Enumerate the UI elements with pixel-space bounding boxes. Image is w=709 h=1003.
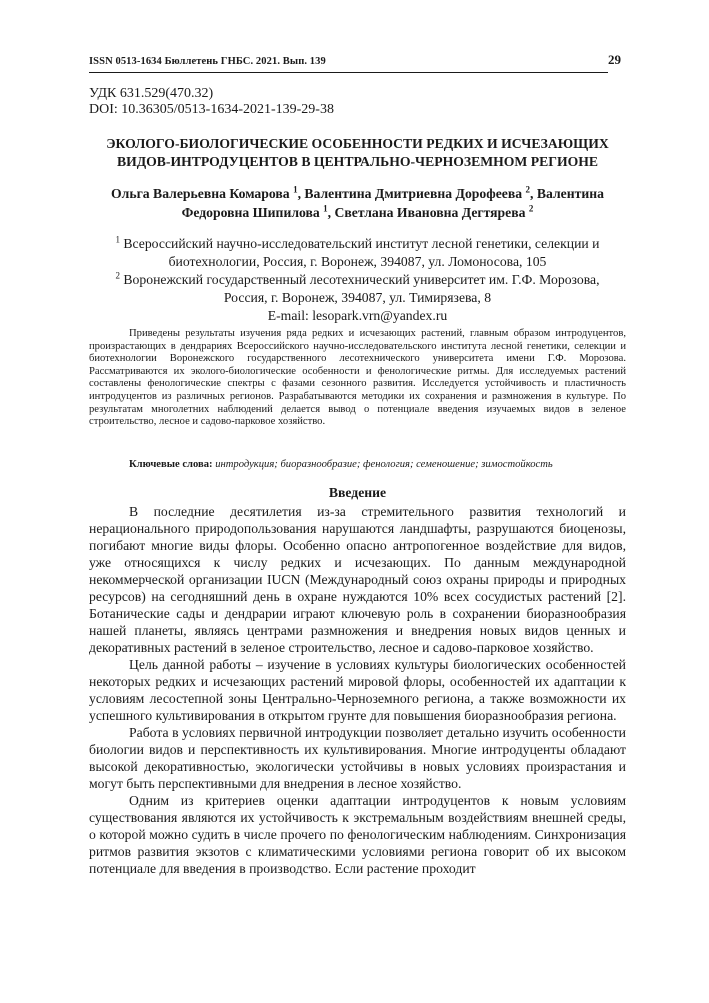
page-number: 29 bbox=[608, 52, 621, 67]
affiliation-text: Воронежский государственный лесотехнический университет им. Г.Ф. Морозова, bbox=[123, 272, 600, 287]
body-paragraph: Одним из критериев оценки адаптации интродуцентов к новым условиям существования являются их устойчивость к экстремальным воздействиям внешней среды, о которой можно судить в числе прочего по фенологическим наблюдениям. Синхронизация ритмов развития экзотов с климатическими условиями региона говорит об их высоком потенциале для введения в производство. Если растение проходит bbox=[89, 793, 626, 876]
author-affiliation-ref: 2 bbox=[528, 203, 534, 214]
body-paragraph: Работа в условиях первичной интродукции позволяет детально изучить особенности биологии видов и перспективность их культивирования. Многие интродуценты обладают высокой декоративностью, экологически устойчивы в новых условиях произрастания и могут быть перспективными для внедрения в лесное хозяйство. bbox=[89, 725, 626, 791]
title-line: ВИДОВ-ИНТРОДУЦЕНТОВ В ЦЕНТРАЛЬНО-ЧЕРНОЗЕМНОМ РЕГИОНЕ bbox=[116, 154, 599, 169]
affiliation-number: 1 bbox=[115, 234, 120, 245]
keywords bbox=[129, 458, 626, 471]
author-affiliation-ref: 1 bbox=[293, 184, 298, 195]
doi: DOI: 10.36305/0513-1634-2021-139-29-38 bbox=[89, 102, 334, 117]
body-paragraph: Цель данной работы – изучение в условиях культуры биологических особенностей некоторых редких и исчезающих растений мировой флоры, особенностей их адаптации к условиям лесостепной зоны Центрально-Черноземного региона, а также возможности их успешного культивирования в открытом грунте для повышения биоразнообразия региона. bbox=[89, 657, 626, 723]
affiliations bbox=[89, 235, 626, 325]
keywords-label: Ключевые слова: bbox=[129, 459, 213, 470]
affiliation-2 bbox=[89, 271, 626, 289]
affiliation-text: Всероссийский научно-исследовательский институт лесной генетики, селекции и bbox=[123, 236, 600, 251]
journal-citation: ISSN 0513-1634 Бюллетень ГНБС. 2021. Вып. 139 bbox=[89, 56, 326, 67]
author-affiliation-ref: 2 bbox=[525, 184, 531, 195]
author-name: Светлана Ивановна Дегтярева bbox=[334, 205, 526, 220]
body-paragraph: В последние десятилетия из-за стремительного развития технологий и нерационального природопользования нарушаются ландшафты, разрушаются биоценозы, погибают многие виды флоры. Особенно опасно антропогенное воздействие для видов, уже относящихся к числу редких и исчезающих. По данным международной некоммерческой организации IUCN (Международный союз охраны природы и природных ресурсов) на сегодняшний день в охране нуждаются 10% всех сосудистых растений [2]. Ботанические сады и дендрарии играют ключевую роль в сохранении биоразнообразия нашей планеты, являясь центрами размножения и внедрения новых видов ценных и декоративных растений в зеленое строительство, лесное и садово-парковое хозяйство. bbox=[89, 504, 626, 655]
udc-code: УДК 631.529(470.32) bbox=[89, 86, 214, 101]
affiliation-text: биотехнологии, Россия, г. Воронеж, 394087, ул. Ломоносова, 105 bbox=[168, 254, 547, 269]
author-affiliation-ref: 1 bbox=[323, 203, 328, 214]
keywords-values: интродукция; биоразнообразие; фенология; семеношение; зимостойкость bbox=[215, 459, 553, 470]
header-rule bbox=[89, 72, 608, 73]
author-name: Валентина Федоровна Шипилова bbox=[181, 186, 604, 220]
article-title bbox=[89, 135, 626, 171]
title-line: ЭКОЛОГО-БИОЛОГИЧЕСКИЕ ОСОБЕННОСТИ РЕДКИХ И ИСЧЕЗАЮЩИХ bbox=[106, 136, 609, 151]
section-body bbox=[89, 503, 626, 877]
affiliation-number: 2 bbox=[115, 270, 120, 281]
article-meta bbox=[89, 86, 334, 118]
author-name: Валентина Дмитриевна Дорофеева bbox=[304, 186, 523, 201]
affiliation-text: Россия, г. Воронеж, 394087, ул. Тимирязева, 8 bbox=[223, 290, 492, 305]
author-name: Ольга Валерьевна Комарова bbox=[111, 186, 290, 201]
abstract: Приведены результаты изучения ряда редких и исчезающих растений, главным образом интродуцентов, произрастающих в дендрариях Всероссийского научно-исследовательского института лесной генетики, селекции и биотехнологии Воронежского государственного лесотехнического университета имени Г.Ф. Морозова. Рассматриваются их эколого-биологические особенности и фенологические ритмы. Для исследуемых растений составлены фенологические спектры с фазами сезонного развития. Исследуется устойчивость и пластичность интродуцентов из различных регионов. Разрабатываются методики их сохранения и размножения в культуре. По результатам многолетних наблюдений делается вывод о потенциале введения изучаемых видов в зеленое строительство, лесное и садово-парковое хозяйство. bbox=[89, 328, 626, 428]
affiliation-1 bbox=[89, 235, 626, 253]
section-heading: Введение bbox=[328, 485, 387, 500]
author-list: Ольга Валерьевна Комарова $^1$, Валентина Дмитриевна Дорофеева $^2$, Валентина Федоровна Шипилова $^1$, Светлана Ивановна Дегтярева $^2$ bbox=[111, 184, 604, 220]
contact-email: E-mail: lesopark.vrn@yandex.ru bbox=[267, 308, 448, 323]
